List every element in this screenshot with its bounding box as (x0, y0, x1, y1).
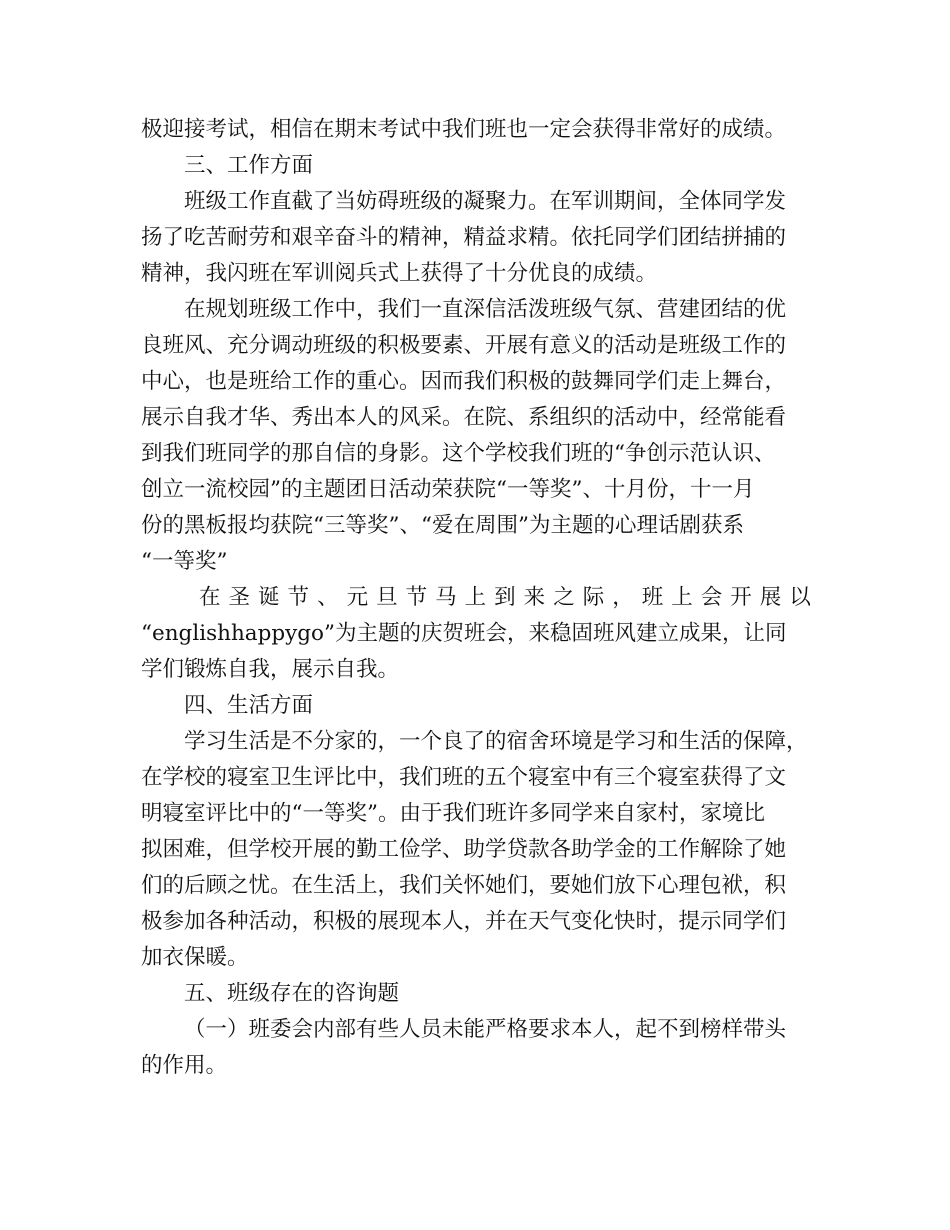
paragraph-line: 创立一流校园”的主题团日活动荣获院“一等奖”、十月份，十一月 (141, 477, 755, 502)
paragraph-line: 拟困难，但学校开展的勤工俭学、助学贷款各助学金的工作解除了她 (141, 837, 787, 862)
justified-paragraph-line (141, 580, 811, 616)
justified-char: 开 (730, 585, 752, 610)
paragraph-line: 极参加各种活动，积极的展现本人，并在天气变化快时，提示同学们 (141, 909, 787, 934)
justified-char: 展 (759, 585, 782, 610)
section-heading-issues: 五、班级存在的咨询题 (184, 981, 400, 1006)
justified-char: 元 (346, 585, 369, 610)
justified-char: 旦 (376, 585, 398, 610)
paragraph-line: 班级工作直截了当妨碍班级的凝聚力。在军训期间，全体同学发 (184, 189, 787, 214)
paragraph-line: 份的黑板报均获院“三等奖”、“爱在周围”为主题的心理话剧获系 (141, 513, 744, 538)
justified-char: 马 (435, 585, 457, 610)
justified-char: 际 (582, 585, 605, 610)
paragraph-line: 扬了吃苦耐劳和艰辛奋斗的精神，精益求精。依托同学们团结拼捕的 (141, 225, 787, 250)
section-heading-life: 四、生活方面 (184, 693, 314, 718)
justified-char: 上 (464, 585, 487, 610)
paragraph-line: 们的后顾之忧。在生活上，我们关怀她们，要她们放下心理包袱，积 (141, 873, 787, 898)
paragraph-line: 的作用。 (141, 1053, 228, 1078)
section-heading-work: 三、工作方面 (184, 153, 314, 178)
justified-char: 节 (405, 585, 428, 610)
paragraph-line: 极迎接考试，相信在期末考试中我们班也一定会获得非常好的成绩。 (141, 117, 787, 142)
paragraph-line: 展示自我才华、秀出本人的风采。在院、系组织的活动中，经常能看 (141, 405, 787, 430)
document-body (141, 112, 811, 1084)
justified-char: 会 (700, 585, 723, 610)
justified-char: 、 (317, 585, 339, 610)
paragraph-line: 在学校的寝室卫生评比中，我们班的五个寝室中有三个寝室获得了文 (141, 765, 787, 790)
justified-char: 圣 (228, 585, 251, 610)
justified-char: 在 (199, 585, 221, 610)
paragraph-line: 中心，也是班给工作的重心。因而我们积极的鼓舞同学们走上舞台， (141, 369, 787, 394)
paragraph-line: 学习生活是不分家的，一个良了的宿舍环境是学习和生活的保障， (184, 729, 808, 754)
justified-char: 上 (671, 585, 693, 610)
paragraph-line: （一）班委会内部有些人员未能严格要求本人，起不到榜样带头 (184, 1017, 787, 1042)
paragraph-line: “一等奖” (141, 549, 228, 574)
justified-char: 节 (287, 585, 310, 610)
paragraph-line: 良班风、充分调动班级的积极要素、开展有意义的活动是班级工作的 (141, 333, 787, 358)
paragraph-line: 精神，我闪班在军训阅兵式上获得了十分优良的成绩。 (141, 261, 658, 286)
paragraph-line: 到我们班同学的那自信的身影。这个学校我们班的“争创示范认识、 (141, 441, 776, 466)
justified-char: 班 (641, 585, 664, 610)
paragraph-line: 明寝室评比中的“一等奖”。由于我们班许多同学来自家村，家境比 (141, 801, 765, 826)
paragraph-line: 加衣保暖。 (141, 945, 249, 970)
justified-char: 来 (523, 585, 546, 610)
paragraph-line: 在规划班级工作中，我们一直深信活泼班级气氛、营建团结的优 (184, 297, 787, 322)
paragraph-line: 学们锻炼自我，展示自我。 (141, 657, 400, 682)
justified-char: 以 (789, 585, 811, 610)
justified-char: 诞 (258, 585, 280, 610)
paragraph-line: “englishhappygo”为主题的庆贺班会，来稳固班风建立成果，让同 (141, 621, 787, 646)
justified-char: 之 (553, 585, 575, 610)
justified-char: 到 (494, 585, 516, 610)
justified-char: ， (612, 585, 634, 610)
